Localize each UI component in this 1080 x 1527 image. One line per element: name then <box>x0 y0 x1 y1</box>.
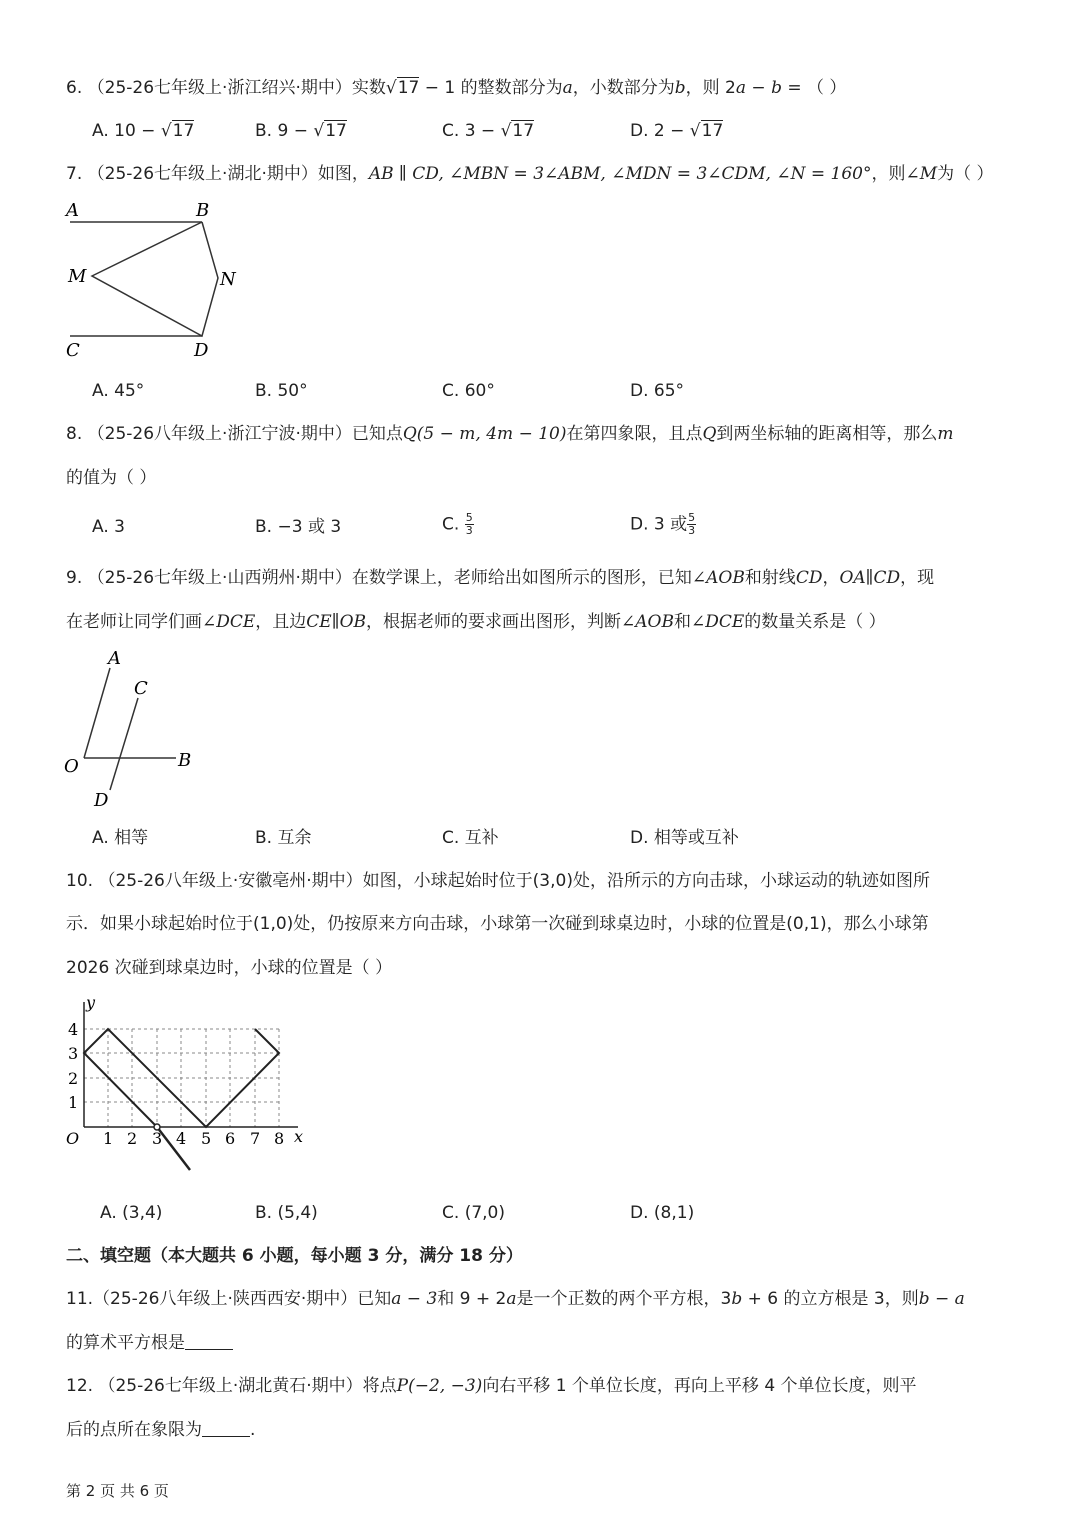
q7-stem: 7. （25-26七年级上·湖北·期中）如图，AB ∥ CD, ∠MBN = 3∠ABM, ∠MDN = 3∠CDM, ∠N = 160°，则∠M为（ ） <box>66 164 994 184</box>
q9-stem: 9. （25-26七年级上·山西朔州·期中）在数学课上，老师给出如图所示的图形，已知∠AOB和射线CD，OA∥CD，现 <box>66 568 935 588</box>
x-tick: 5 <box>201 1129 212 1148</box>
q12-answer-blank[interactable] <box>202 1422 250 1437</box>
line-cd <box>110 698 138 790</box>
q6-stem: 6. （25-26七年级上·浙江绍兴·期中）实数√17 − 1 的整数部分为a，小数部分为b，则 2a − b = （ ） <box>66 78 847 98</box>
q12-stem: 12. （25-26七年级上·湖北黄石·期中）将点P(−2, −3)向右平移 1 个单位长度，再向上平移 4 个单位长度，则平 <box>66 1376 917 1396</box>
x-tick: 1 <box>103 1129 114 1148</box>
q9-option-b[interactable]: B. 互余 <box>255 828 312 848</box>
label-c: C <box>134 678 148 699</box>
y-tick: 2 <box>68 1069 79 1088</box>
q8-option-b[interactable]: B. −3 或 3 <box>255 517 342 537</box>
q8-stem-line2: 的值为（ ） <box>66 468 157 488</box>
x-tick: 2 <box>127 1129 138 1148</box>
page-footer: 第 2 页 共 6 页 <box>66 1482 169 1500</box>
q7-option-c[interactable]: C. 60° <box>442 381 495 401</box>
label-c: C <box>66 340 80 361</box>
label-d: D <box>94 790 109 811</box>
grid <box>84 1029 279 1127</box>
label-n: N <box>220 269 236 290</box>
x-tick: 7 <box>250 1129 261 1148</box>
q11-answer-blank[interactable] <box>185 1335 233 1350</box>
q7-option-b[interactable]: B. 50° <box>255 381 308 401</box>
q9-figure <box>60 642 210 814</box>
label-o: O <box>64 756 79 777</box>
q6-option-a[interactable]: A. 10 − √17 <box>92 121 195 141</box>
q6-option-d[interactable]: D. 2 − √17 <box>630 121 724 141</box>
q10-stem-line2: 示．如果小球起始时位于(1,0)处，仍按原来方向击球，小球第一次碰到球桌边时，小球的位置是(0,1)，那么小球第 <box>66 914 929 934</box>
q10-option-d[interactable]: D. (8,1) <box>630 1203 695 1223</box>
label-a: A <box>108 648 121 669</box>
q8-option-d[interactable]: D. 3 或 $\frac{5}{3}$ <box>630 511 696 537</box>
q10-option-a[interactable]: A. (3,4) <box>100 1203 163 1223</box>
q7-figure <box>60 196 250 362</box>
section-heading: 二、填空题（本大题共 6 小题，每小题 3 分，满分 18 分） <box>66 1246 523 1266</box>
q10-stem: 10. （25-26八年级上·安徽亳州·期中）如图，小球起始时位于(3,0)处，沿所示的方向击球，小球运动的轨迹如图所 <box>66 871 930 891</box>
q8-option-a[interactable]: A. 3 <box>92 517 125 537</box>
q8-stem: 8. （25-26八年级上·浙江宁波·期中）已知点Q(5 − m, 4m − 10)在第四象限，且点Q到两坐标轴的距离相等，那么m <box>66 424 954 444</box>
y-axis-label: y <box>86 993 96 1012</box>
label-a: A <box>66 200 79 221</box>
x-tick: 6 <box>225 1129 236 1148</box>
x-tick: 4 <box>176 1129 187 1148</box>
quad-bmdn <box>92 222 218 336</box>
q6-option-b[interactable]: B. 9 − √17 <box>255 121 347 141</box>
y-tick: 1 <box>68 1093 79 1112</box>
x-tick: 3 <box>152 1129 163 1148</box>
q10-option-b[interactable]: B. (5,4) <box>255 1203 318 1223</box>
q11-stem-line2: 的算术平方根是 <box>66 1331 233 1355</box>
x-tick: 8 <box>274 1129 285 1148</box>
q11-stem: 11.（25-26八年级上·陕西西安·期中）已知a − 3和 9 + 2a是一个正数的两个平方根，3b + 6 的立方根是 3，则b − a <box>66 1289 965 1309</box>
q9-option-d[interactable]: D. 相等或互补 <box>630 828 739 848</box>
q9-option-c[interactable]: C. 互补 <box>442 828 499 848</box>
label-d: D <box>194 340 209 361</box>
q9-stem-line2: 在老师让同学们画∠DCE，且边CE∥OB，根据老师的要求画出图形，判断∠AOB和∠DCE的数量关系是（ ） <box>66 612 886 632</box>
origin-label: O <box>66 1129 80 1148</box>
q10-figure <box>60 992 320 1182</box>
q8-option-c[interactable]: C. $\frac{5}{3}$ <box>442 511 473 537</box>
x-axis-label: x <box>294 1127 304 1146</box>
y-tick: 4 <box>68 1020 79 1039</box>
q7-option-a[interactable]: A. 45° <box>92 381 145 401</box>
label-b: B <box>196 200 210 221</box>
q12-stem-line2: 后的点所在象限为 . <box>66 1420 256 1440</box>
ray-oa <box>84 668 110 758</box>
q10-stem-line3: 2026 次碰到球桌边时，小球的位置是（ ） <box>66 958 393 978</box>
q9-option-a[interactable]: A. 相等 <box>92 828 149 848</box>
q7-option-d[interactable]: D. 65° <box>630 381 685 401</box>
q6-option-c[interactable]: C. 3 − √17 <box>442 121 535 141</box>
y-tick: 3 <box>68 1044 79 1063</box>
q10-option-c[interactable]: C. (7,0) <box>442 1203 505 1223</box>
label-m: M <box>68 266 87 287</box>
label-b: B <box>178 750 192 771</box>
